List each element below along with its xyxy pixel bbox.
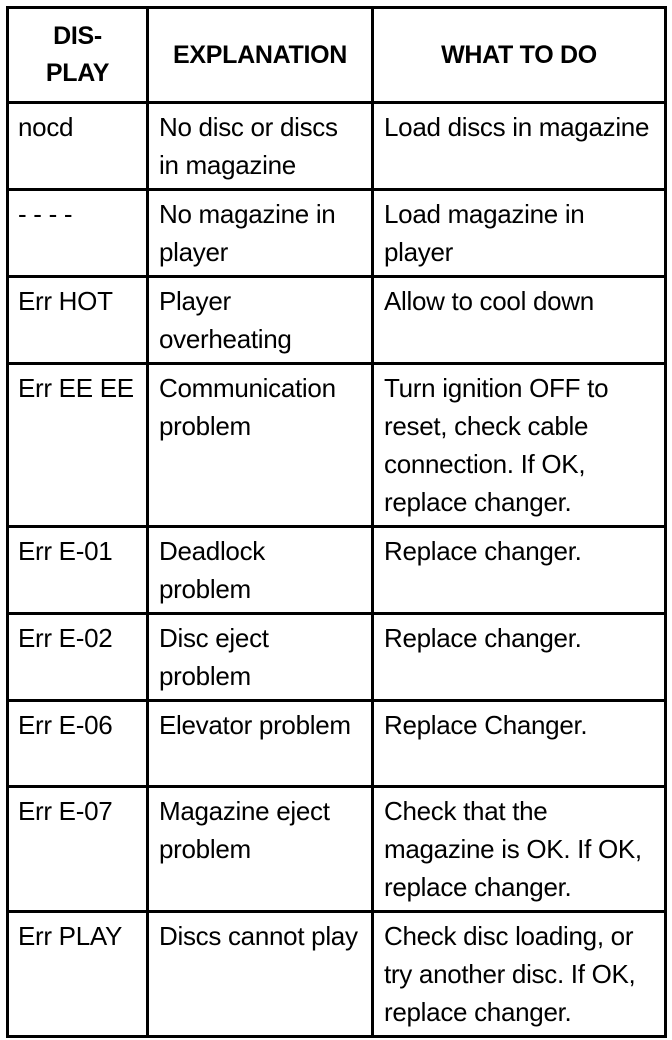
explanation-cell: Discs cannot play <box>148 912 373 1037</box>
display-cell: Err PLAY <box>8 912 148 1037</box>
what-to-do-cell: Replace changer. <box>373 614 666 701</box>
header-display <box>8 8 148 103</box>
what-to-do-cell: Check disc loading, or try another disc. If OK, replace changer. <box>373 912 666 1037</box>
display-cell: nocd <box>8 103 148 190</box>
explanation-cell: Elevator problem <box>148 701 373 787</box>
header-explanation: EXPLANATION <box>148 8 373 103</box>
table-row <box>8 614 666 701</box>
table-row <box>8 912 666 1037</box>
what-to-do-cell: Load discs in magazine <box>373 103 666 190</box>
explanation-cell: Deadlock problem <box>148 527 373 614</box>
what-to-do-cell: Check that the magazine is OK. If OK, replace changer. <box>373 787 666 912</box>
table-row <box>8 277 666 364</box>
error-code-table <box>6 6 667 1038</box>
table-row <box>8 787 666 912</box>
what-to-do-cell: Load magazine in player <box>373 190 666 277</box>
table-body <box>8 103 666 1037</box>
explanation-cell: No magazine in player <box>148 190 373 277</box>
header-what-to-do: WHAT TO DO <box>373 8 666 103</box>
table-row <box>8 103 666 190</box>
explanation-cell: Disc eject problem <box>148 614 373 701</box>
explanation-cell: Player overheating <box>148 277 373 364</box>
what-to-do-cell: Replace Changer. <box>373 701 666 787</box>
display-cell: Err EE EE <box>8 364 148 527</box>
display-cell: - - - - <box>8 190 148 277</box>
header-display-line2: PLAY <box>45 59 110 87</box>
explanation-cell: Magazine eject problem <box>148 787 373 912</box>
table-header <box>8 8 666 103</box>
display-cell: Err HOT <box>8 277 148 364</box>
what-to-do-cell: Replace changer. <box>373 527 666 614</box>
display-cell: Err E-06 <box>8 701 148 787</box>
header-display-line1: DIS- <box>53 22 102 50</box>
table-row <box>8 364 666 527</box>
display-cell: Err E-01 <box>8 527 148 614</box>
display-cell: Err E-02 <box>8 614 148 701</box>
table-row <box>8 190 666 277</box>
explanation-cell: No disc or discs in magazine <box>148 103 373 190</box>
table-row <box>8 701 666 787</box>
what-to-do-cell: Turn ignition OFF to reset, check cable connection. If OK, replace changer. <box>373 364 666 527</box>
display-cell: Err E-07 <box>8 787 148 912</box>
what-to-do-cell: Allow to cool down <box>373 277 666 364</box>
explanation-cell: Communication problem <box>148 364 373 527</box>
table-row <box>8 527 666 614</box>
header-row <box>8 8 666 103</box>
